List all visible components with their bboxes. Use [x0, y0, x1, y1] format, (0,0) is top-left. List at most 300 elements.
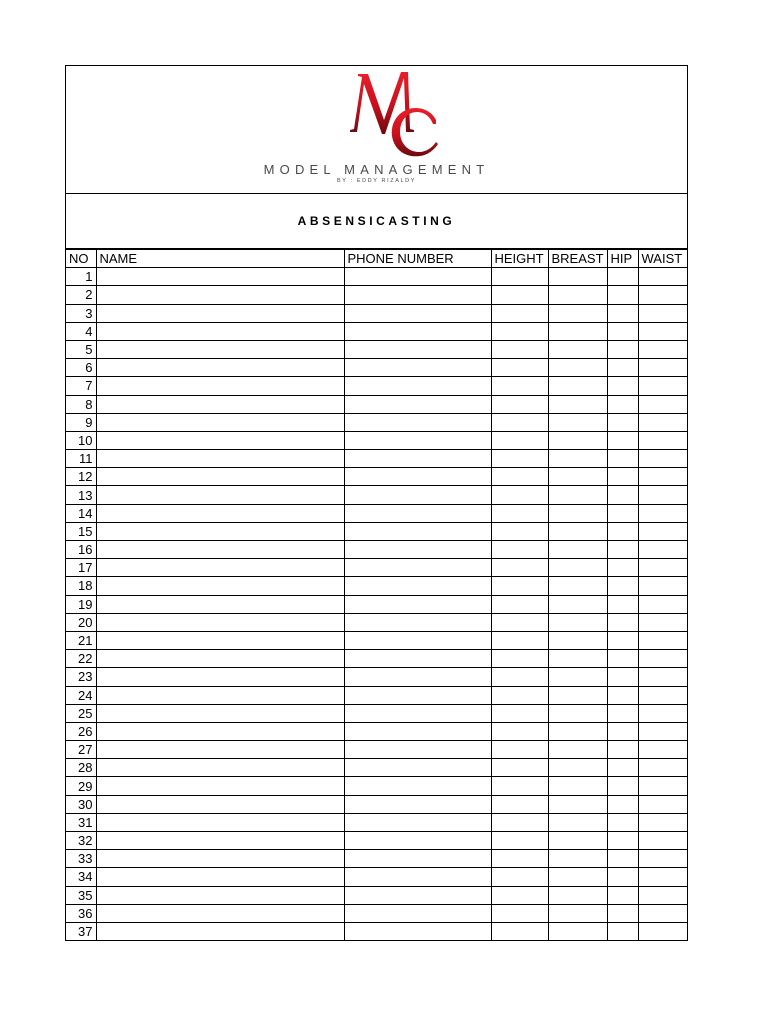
name-cell[interactable] [96, 286, 344, 304]
hip-cell[interactable] [607, 777, 638, 795]
no-cell: 16 [66, 541, 96, 559]
height-cell[interactable] [491, 395, 548, 413]
table-row [66, 377, 688, 395]
no-cell: 3 [66, 304, 96, 322]
phone-cell[interactable] [344, 304, 491, 322]
breast-cell[interactable] [548, 377, 607, 395]
breast-cell[interactable] [548, 813, 607, 831]
phone-cell[interactable] [344, 613, 491, 631]
no-cell: 12 [66, 468, 96, 486]
name-cell[interactable] [96, 522, 344, 540]
breast-cell[interactable] [548, 868, 607, 886]
hip-cell[interactable] [607, 613, 638, 631]
height-cell[interactable] [491, 613, 548, 631]
breast-cell[interactable] [548, 431, 607, 449]
hip-cell[interactable] [607, 304, 638, 322]
breast-cell[interactable] [548, 359, 607, 377]
breast-cell[interactable] [548, 450, 607, 468]
hip-cell[interactable] [607, 286, 638, 304]
no-cell: 14 [66, 504, 96, 522]
phone-cell[interactable] [344, 832, 491, 850]
name-cell[interactable] [96, 541, 344, 559]
no-cell: 4 [66, 322, 96, 340]
name-cell[interactable] [96, 268, 344, 286]
height-cell[interactable] [491, 832, 548, 850]
height-cell[interactable] [491, 850, 548, 868]
waist-cell[interactable] [638, 413, 688, 431]
waist-cell[interactable] [638, 304, 688, 322]
breast-cell[interactable] [548, 631, 607, 649]
name-cell[interactable] [96, 868, 344, 886]
breast-cell[interactable] [548, 832, 607, 850]
height-cell[interactable] [491, 522, 548, 540]
hip-cell[interactable] [607, 686, 638, 704]
height-cell[interactable] [491, 322, 548, 340]
breast-cell[interactable] [548, 613, 607, 631]
hip-cell[interactable] [607, 886, 638, 904]
name-cell[interactable] [96, 631, 344, 649]
waist-cell[interactable] [638, 340, 688, 358]
height-cell[interactable] [491, 377, 548, 395]
phone-cell[interactable] [344, 722, 491, 740]
table-row [66, 886, 688, 904]
table-row [66, 340, 688, 358]
height-cell[interactable] [491, 795, 548, 813]
name-cell[interactable] [96, 813, 344, 831]
no-cell: 28 [66, 759, 96, 777]
phone-cell[interactable] [344, 559, 491, 577]
no-cell: 18 [66, 577, 96, 595]
waist-cell[interactable] [638, 922, 688, 940]
height-cell[interactable] [491, 486, 548, 504]
waist-cell[interactable] [638, 850, 688, 868]
phone-cell[interactable] [344, 431, 491, 449]
waist-cell[interactable] [638, 868, 688, 886]
table-row [66, 613, 688, 631]
name-cell[interactable] [96, 395, 344, 413]
waist-cell[interactable] [638, 322, 688, 340]
name-cell[interactable] [96, 795, 344, 813]
table-row [66, 832, 688, 850]
phone-cell[interactable] [344, 795, 491, 813]
name-cell[interactable] [96, 832, 344, 850]
waist-cell[interactable] [638, 741, 688, 759]
name-cell[interactable] [96, 595, 344, 613]
waist-cell[interactable] [638, 813, 688, 831]
breast-cell[interactable] [548, 686, 607, 704]
height-cell[interactable] [491, 304, 548, 322]
brand-byline: BY : EDDY RIZALDY [337, 178, 416, 184]
breast-cell[interactable] [548, 904, 607, 922]
no-cell: 1 [66, 268, 96, 286]
no-cell: 22 [66, 650, 96, 668]
name-cell[interactable] [96, 704, 344, 722]
table-row [66, 413, 688, 431]
phone-cell[interactable] [344, 759, 491, 777]
no-cell: 17 [66, 559, 96, 577]
height-cell[interactable] [491, 922, 548, 940]
phone-cell[interactable] [344, 468, 491, 486]
breast-cell[interactable] [548, 795, 607, 813]
height-cell[interactable] [491, 668, 548, 686]
height-cell[interactable] [491, 268, 548, 286]
phone-cell[interactable] [344, 813, 491, 831]
hip-cell[interactable] [607, 722, 638, 740]
table-row [66, 813, 688, 831]
breast-cell[interactable] [548, 304, 607, 322]
height-cell[interactable] [491, 741, 548, 759]
no-cell: 33 [66, 850, 96, 868]
breast-cell[interactable] [548, 559, 607, 577]
hip-cell[interactable] [607, 813, 638, 831]
name-cell[interactable] [96, 577, 344, 595]
waist-cell[interactable] [638, 286, 688, 304]
phone-cell[interactable] [344, 904, 491, 922]
breast-cell[interactable] [548, 850, 607, 868]
waist-cell[interactable] [638, 777, 688, 795]
table-row [66, 795, 688, 813]
phone-cell[interactable] [344, 886, 491, 904]
waist-cell[interactable] [638, 650, 688, 668]
phone-cell[interactable] [344, 668, 491, 686]
waist-cell[interactable] [638, 468, 688, 486]
height-cell[interactable] [491, 595, 548, 613]
waist-cell[interactable] [638, 704, 688, 722]
breast-cell[interactable] [548, 577, 607, 595]
table-row [66, 504, 688, 522]
phone-cell[interactable] [344, 450, 491, 468]
no-cell: 19 [66, 595, 96, 613]
phone-cell[interactable] [344, 541, 491, 559]
name-cell[interactable] [96, 486, 344, 504]
no-cell: 24 [66, 686, 96, 704]
hip-cell[interactable] [607, 377, 638, 395]
name-cell[interactable] [96, 431, 344, 449]
height-cell[interactable] [491, 340, 548, 358]
waist-cell[interactable] [638, 541, 688, 559]
name-cell[interactable] [96, 650, 344, 668]
no-cell: 11 [66, 450, 96, 468]
breast-cell[interactable] [548, 886, 607, 904]
no-cell: 25 [66, 704, 96, 722]
hip-cell[interactable] [607, 359, 638, 377]
name-cell[interactable] [96, 304, 344, 322]
breast-cell[interactable] [548, 541, 607, 559]
sheet-title: ABSENSICASTING [297, 214, 456, 228]
table-row [66, 922, 688, 940]
phone-cell[interactable] [344, 322, 491, 340]
breast-cell[interactable] [548, 759, 607, 777]
height-cell[interactable] [491, 631, 548, 649]
table-row [66, 650, 688, 668]
hip-cell[interactable] [607, 631, 638, 649]
column-header-no: NO [66, 250, 96, 268]
no-cell: 6 [66, 359, 96, 377]
hip-cell[interactable] [607, 904, 638, 922]
height-cell[interactable] [491, 868, 548, 886]
waist-cell[interactable] [638, 559, 688, 577]
hip-cell[interactable] [607, 832, 638, 850]
hip-cell[interactable] [607, 541, 638, 559]
height-cell[interactable] [491, 577, 548, 595]
no-cell: 5 [66, 340, 96, 358]
phone-cell[interactable] [344, 595, 491, 613]
name-cell[interactable] [96, 468, 344, 486]
height-cell[interactable] [491, 813, 548, 831]
name-cell[interactable] [96, 359, 344, 377]
hip-cell[interactable] [607, 704, 638, 722]
waist-cell[interactable] [638, 577, 688, 595]
name-cell[interactable] [96, 741, 344, 759]
name-cell[interactable] [96, 668, 344, 686]
height-cell[interactable] [491, 759, 548, 777]
phone-cell[interactable] [344, 486, 491, 504]
phone-cell[interactable] [344, 395, 491, 413]
hip-cell[interactable] [607, 522, 638, 540]
no-cell: 2 [66, 286, 96, 304]
column-header-waist: WAIST [638, 250, 688, 268]
height-cell[interactable] [491, 359, 548, 377]
waist-cell[interactable] [638, 795, 688, 813]
breast-cell[interactable] [548, 322, 607, 340]
breast-cell[interactable] [548, 704, 607, 722]
waist-cell[interactable] [638, 722, 688, 740]
table-row [66, 704, 688, 722]
hip-cell[interactable] [607, 468, 638, 486]
hip-cell[interactable] [607, 450, 638, 468]
no-cell: 30 [66, 795, 96, 813]
breast-cell[interactable] [548, 413, 607, 431]
brand-name: MODEL MANAGEMENT [263, 162, 490, 177]
phone-cell[interactable] [344, 340, 491, 358]
breast-cell[interactable] [548, 468, 607, 486]
column-header-phone: PHONE NUMBER [344, 250, 491, 268]
table-header-row [66, 250, 688, 268]
name-cell[interactable] [96, 722, 344, 740]
table-row [66, 595, 688, 613]
waist-cell[interactable] [638, 904, 688, 922]
waist-cell[interactable] [638, 377, 688, 395]
breast-cell[interactable] [548, 268, 607, 286]
no-cell: 31 [66, 813, 96, 831]
name-cell[interactable] [96, 777, 344, 795]
height-cell[interactable] [491, 777, 548, 795]
breast-cell[interactable] [548, 504, 607, 522]
hip-cell[interactable] [607, 268, 638, 286]
no-cell: 36 [66, 904, 96, 922]
breast-cell[interactable] [548, 486, 607, 504]
breast-cell[interactable] [548, 650, 607, 668]
name-cell[interactable] [96, 850, 344, 868]
height-cell[interactable] [491, 904, 548, 922]
name-cell[interactable] [96, 450, 344, 468]
breast-cell[interactable] [548, 741, 607, 759]
table-row [66, 322, 688, 340]
breast-cell[interactable] [548, 668, 607, 686]
breast-cell[interactable] [548, 595, 607, 613]
height-cell[interactable] [491, 413, 548, 431]
phone-cell[interactable] [344, 286, 491, 304]
hip-cell[interactable] [607, 741, 638, 759]
no-cell: 10 [66, 431, 96, 449]
phone-cell[interactable] [344, 922, 491, 940]
no-cell: 15 [66, 522, 96, 540]
no-cell: 34 [66, 868, 96, 886]
table-row [66, 522, 688, 540]
breast-cell[interactable] [548, 922, 607, 940]
height-cell[interactable] [491, 431, 548, 449]
table-row [66, 286, 688, 304]
waist-cell[interactable] [638, 431, 688, 449]
table-row [66, 868, 688, 886]
hip-cell[interactable] [607, 413, 638, 431]
no-cell: 9 [66, 413, 96, 431]
table-row [66, 559, 688, 577]
phone-cell[interactable] [344, 741, 491, 759]
waist-cell[interactable] [638, 504, 688, 522]
hip-cell[interactable] [607, 650, 638, 668]
no-cell: 20 [66, 613, 96, 631]
hip-cell[interactable] [607, 395, 638, 413]
table-row [66, 359, 688, 377]
table-row [66, 668, 688, 686]
phone-cell[interactable] [344, 504, 491, 522]
breast-cell[interactable] [548, 395, 607, 413]
table-row [66, 850, 688, 868]
phone-cell[interactable] [344, 704, 491, 722]
no-cell: 7 [66, 377, 96, 395]
name-cell[interactable] [96, 377, 344, 395]
breast-cell[interactable] [548, 777, 607, 795]
table-row [66, 577, 688, 595]
phone-cell[interactable] [344, 868, 491, 886]
height-cell[interactable] [491, 286, 548, 304]
phone-cell[interactable] [344, 650, 491, 668]
height-cell[interactable] [491, 468, 548, 486]
table-row [66, 395, 688, 413]
phone-cell[interactable] [344, 777, 491, 795]
phone-cell[interactable] [344, 577, 491, 595]
no-cell: 35 [66, 886, 96, 904]
hip-cell[interactable] [607, 322, 638, 340]
table-row [66, 759, 688, 777]
breast-cell[interactable] [548, 340, 607, 358]
waist-cell[interactable] [638, 450, 688, 468]
height-cell[interactable] [491, 886, 548, 904]
breast-cell[interactable] [548, 722, 607, 740]
hip-cell[interactable] [607, 340, 638, 358]
height-cell[interactable] [491, 504, 548, 522]
hip-cell[interactable] [607, 759, 638, 777]
table-row [66, 304, 688, 322]
no-cell: 29 [66, 777, 96, 795]
breast-cell[interactable] [548, 522, 607, 540]
no-cell: 8 [66, 395, 96, 413]
waist-cell[interactable] [638, 613, 688, 631]
height-cell[interactable] [491, 686, 548, 704]
phone-cell[interactable] [344, 522, 491, 540]
name-cell[interactable] [96, 413, 344, 431]
phone-cell[interactable] [344, 686, 491, 704]
hip-cell[interactable] [607, 559, 638, 577]
hip-cell[interactable] [607, 595, 638, 613]
table-row [66, 431, 688, 449]
hip-cell[interactable] [607, 577, 638, 595]
table-row [66, 268, 688, 286]
name-cell[interactable] [96, 922, 344, 940]
table-row [66, 686, 688, 704]
name-cell[interactable] [96, 904, 344, 922]
hip-cell[interactable] [607, 795, 638, 813]
phone-cell[interactable] [344, 631, 491, 649]
phone-cell[interactable] [344, 850, 491, 868]
no-cell: 27 [66, 741, 96, 759]
waist-cell[interactable] [638, 268, 688, 286]
name-cell[interactable] [96, 686, 344, 704]
name-cell[interactable] [96, 759, 344, 777]
hip-cell[interactable] [607, 486, 638, 504]
waist-cell[interactable] [638, 522, 688, 540]
title-section [66, 194, 687, 249]
phone-cell[interactable] [344, 377, 491, 395]
waist-cell[interactable] [638, 631, 688, 649]
hip-cell[interactable] [607, 868, 638, 886]
waist-cell[interactable] [638, 486, 688, 504]
height-cell[interactable] [491, 704, 548, 722]
hip-cell[interactable] [607, 922, 638, 940]
breast-cell[interactable] [548, 286, 607, 304]
no-cell: 23 [66, 668, 96, 686]
attendance-sheet [65, 65, 688, 941]
name-cell[interactable] [96, 504, 344, 522]
hip-cell[interactable] [607, 431, 638, 449]
name-cell[interactable] [96, 322, 344, 340]
phone-cell[interactable] [344, 359, 491, 377]
waist-cell[interactable] [638, 595, 688, 613]
hip-cell[interactable] [607, 504, 638, 522]
height-cell[interactable] [491, 541, 548, 559]
attendance-table [66, 249, 688, 941]
height-cell[interactable] [491, 650, 548, 668]
hip-cell[interactable] [607, 668, 638, 686]
waist-cell[interactable] [638, 395, 688, 413]
no-cell: 32 [66, 832, 96, 850]
waist-cell[interactable] [638, 759, 688, 777]
table-row [66, 777, 688, 795]
waist-cell[interactable] [638, 886, 688, 904]
table-body [66, 268, 688, 941]
waist-cell[interactable] [638, 832, 688, 850]
height-cell[interactable] [491, 450, 548, 468]
hip-cell[interactable] [607, 850, 638, 868]
waist-cell[interactable] [638, 686, 688, 704]
phone-cell[interactable] [344, 413, 491, 431]
name-cell[interactable] [96, 559, 344, 577]
table-row [66, 722, 688, 740]
no-cell: 26 [66, 722, 96, 740]
name-cell[interactable] [96, 613, 344, 631]
no-cell: 37 [66, 922, 96, 940]
height-cell[interactable] [491, 722, 548, 740]
waist-cell[interactable] [638, 359, 688, 377]
waist-cell[interactable] [638, 668, 688, 686]
phone-cell[interactable] [344, 268, 491, 286]
height-cell[interactable] [491, 559, 548, 577]
name-cell[interactable] [96, 886, 344, 904]
name-cell[interactable] [96, 340, 344, 358]
table-row [66, 904, 688, 922]
table-row [66, 741, 688, 759]
